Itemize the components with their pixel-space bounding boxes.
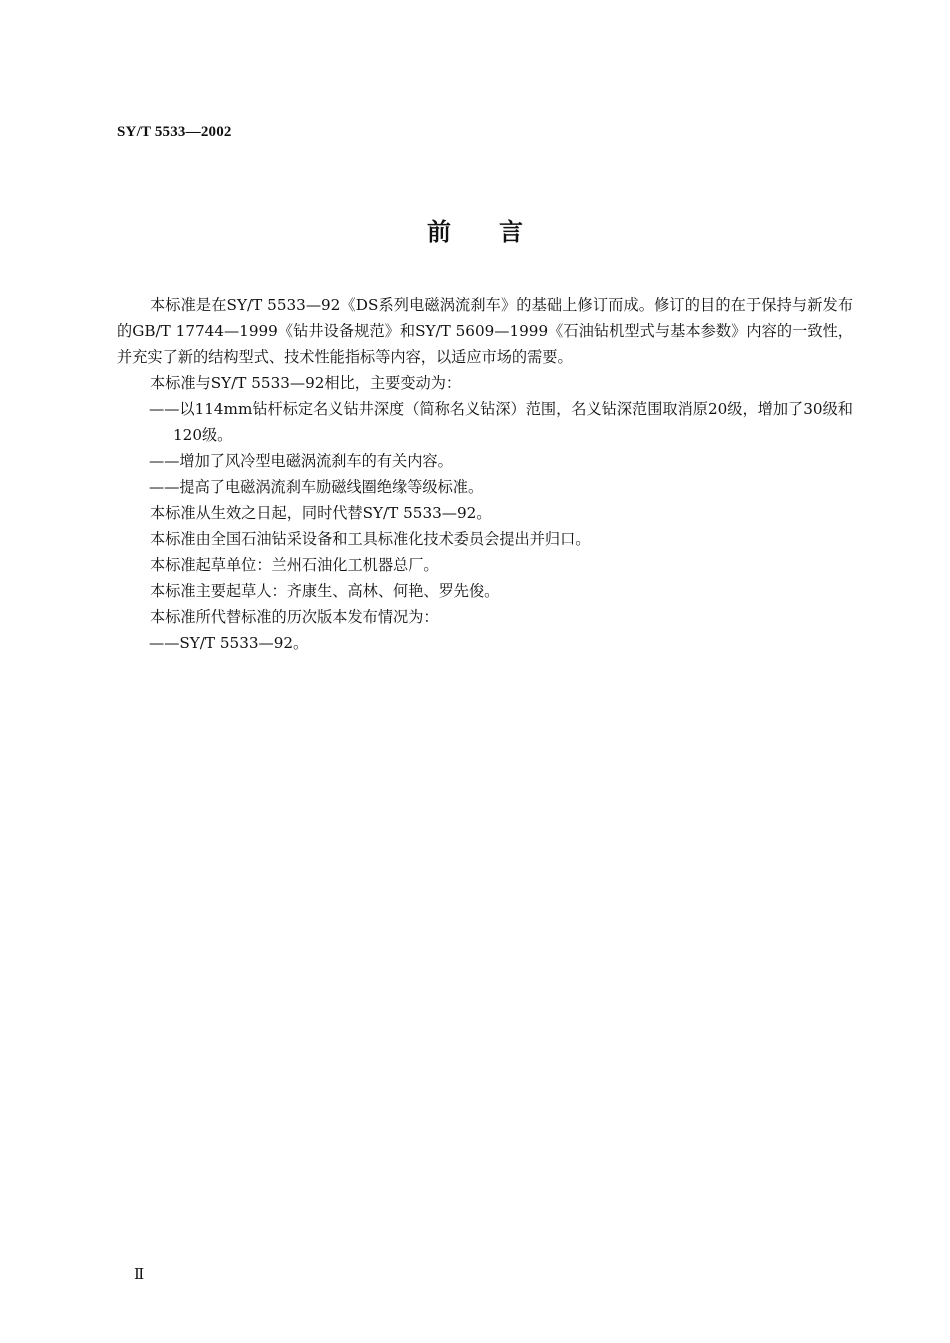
change-item-insulation: ——提高了电磁涡流刹车励磁线圈绝缘等级标准。: [149, 478, 484, 496]
paragraph-revision-basis: 本标准是在SY/T 5533—92《DS系列电磁涡流刹车》的基础上修订而成。修订的目的在于保持与新发布的GB/T 17744—1999《钻井设备规范》和SY/T 5609—1999《石油钻机型式与基本参数》内容的一致性，并充实了新的结构型式、技术性能指标等内容，以适应市场的需要。: [117, 296, 853, 366]
paragraph-drafters: 本标准主要起草人：齐康生、高林、何艳、罗先俊。: [150, 582, 500, 600]
paragraph-drafting-unit: 本标准起草单位：兰州石油化工机器总厂。: [150, 556, 439, 574]
paragraph-changes-intro: 本标准与SY/T 5533—92相比，主要变动为：: [150, 374, 462, 392]
change-item-drilling-depth: ——以114mm钻杆标定名义钻井深度（简称名义钻深）范围，名义钻深范围取消原20级，增加了30级和120级。: [149, 400, 853, 444]
paragraph-proposed-by: 本标准由全国石油钻采设备和工具标准化技术委员会提出并归口。: [150, 530, 591, 548]
paragraph-version-history-intro: 本标准所代替标准的历次版本发布情况为：: [150, 608, 439, 626]
foreword-body: [117, 292, 853, 656]
standard-code: SY/T 5533—2002: [117, 124, 232, 140]
change-item-air-cooled: ——增加了风冷型电磁涡流刹车的有关内容。: [149, 452, 453, 470]
page-number: Ⅱ: [134, 1267, 145, 1283]
paragraph-replaces: 本标准从生效之日起，同时代替SY/T 5533—92。: [150, 504, 492, 522]
version-history-item: ——SY/T 5533—92。: [149, 634, 309, 652]
section-title-foreword: 前言: [427, 218, 571, 246]
